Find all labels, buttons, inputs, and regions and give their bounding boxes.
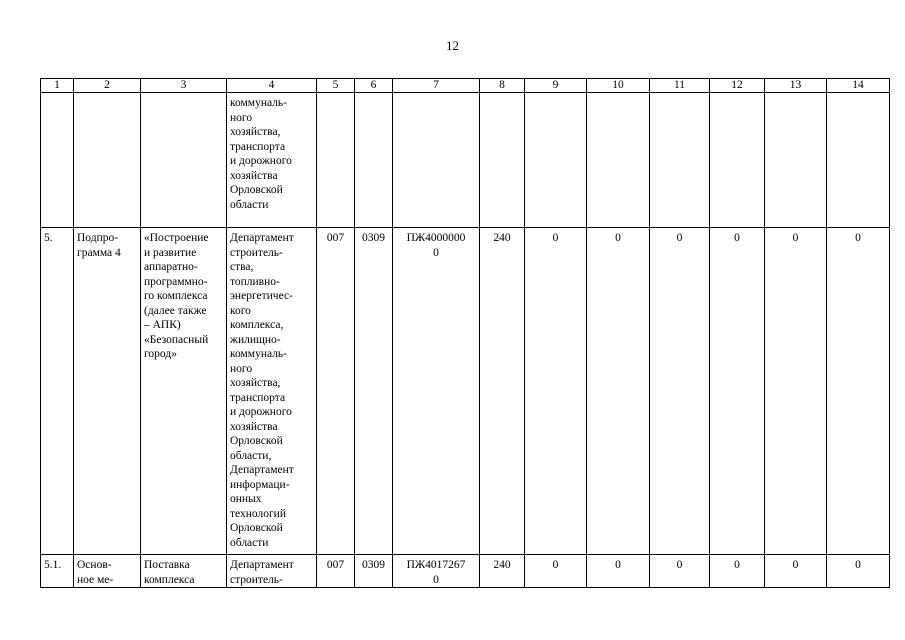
row-number: 5.1. (41, 555, 74, 588)
rzpr-cell: 0309 (355, 228, 393, 555)
col-header: 14 (827, 79, 890, 93)
table-row-continuation (41, 93, 890, 228)
status-cell: Подпро- грамма 4 (74, 228, 141, 555)
name-cell: «Построение и развитие аппаратно- программно- го комплекса (далее также – АПК) «Безопасный город» (141, 228, 227, 555)
csr-cell: ПЖ4000000 0 (393, 228, 480, 555)
grbs-cell: 007 (317, 228, 355, 555)
col-header: 7 (393, 79, 480, 93)
department-cell: Департамент строитель- ства, топливно- энергетичес- кого комплекса, жилищно- коммуналь- ного хозяйства, транспорта и дорожного хозяйства Орловской области, Департамент информаци- онных технологий Орловской области (227, 228, 317, 555)
table-row (41, 228, 890, 555)
value-cell: 0 (710, 555, 765, 588)
value-cell: 0 (710, 228, 765, 555)
budget-table (40, 78, 890, 588)
col-header: 9 (525, 79, 587, 93)
status-cell: Основ- ное ме- (74, 555, 141, 588)
col-header: 5 (317, 79, 355, 93)
col-header: 13 (765, 79, 827, 93)
value-cell: 0 (525, 555, 587, 588)
col-header: 12 (710, 79, 765, 93)
row-number: 5. (41, 228, 74, 555)
value-cell: 0 (765, 555, 827, 588)
col-header: 1 (41, 79, 74, 93)
department-cell: Департамент строитель- (227, 555, 317, 588)
value-cell: 0 (765, 228, 827, 555)
column-number-row (41, 79, 890, 93)
name-cell: Поставка комплекса (141, 555, 227, 588)
value-cell: 0 (827, 555, 890, 588)
rzpr-cell: 0309 (355, 555, 393, 588)
value-cell: 0 (525, 228, 587, 555)
page-number: 12 (446, 38, 459, 53)
value-cell: 0 (827, 228, 890, 555)
value-cell: 0 (587, 555, 650, 588)
col-header: 10 (587, 79, 650, 93)
col-header: 6 (355, 79, 393, 93)
col-header: 8 (480, 79, 525, 93)
department-cell: коммуналь- ного хозяйства, транспорта и дорожного хозяйства Орловской области (227, 93, 317, 228)
vr-cell: 240 (480, 228, 525, 555)
vr-cell: 240 (480, 555, 525, 588)
value-cell: 0 (650, 228, 710, 555)
col-header: 4 (227, 79, 317, 93)
value-cell: 0 (650, 555, 710, 588)
value-cell: 0 (587, 228, 650, 555)
col-header: 3 (141, 79, 227, 93)
col-header: 2 (74, 79, 141, 93)
col-header: 11 (650, 79, 710, 93)
table-row (41, 555, 890, 588)
grbs-cell: 007 (317, 555, 355, 588)
csr-cell: ПЖ4017267 0 (393, 555, 480, 588)
